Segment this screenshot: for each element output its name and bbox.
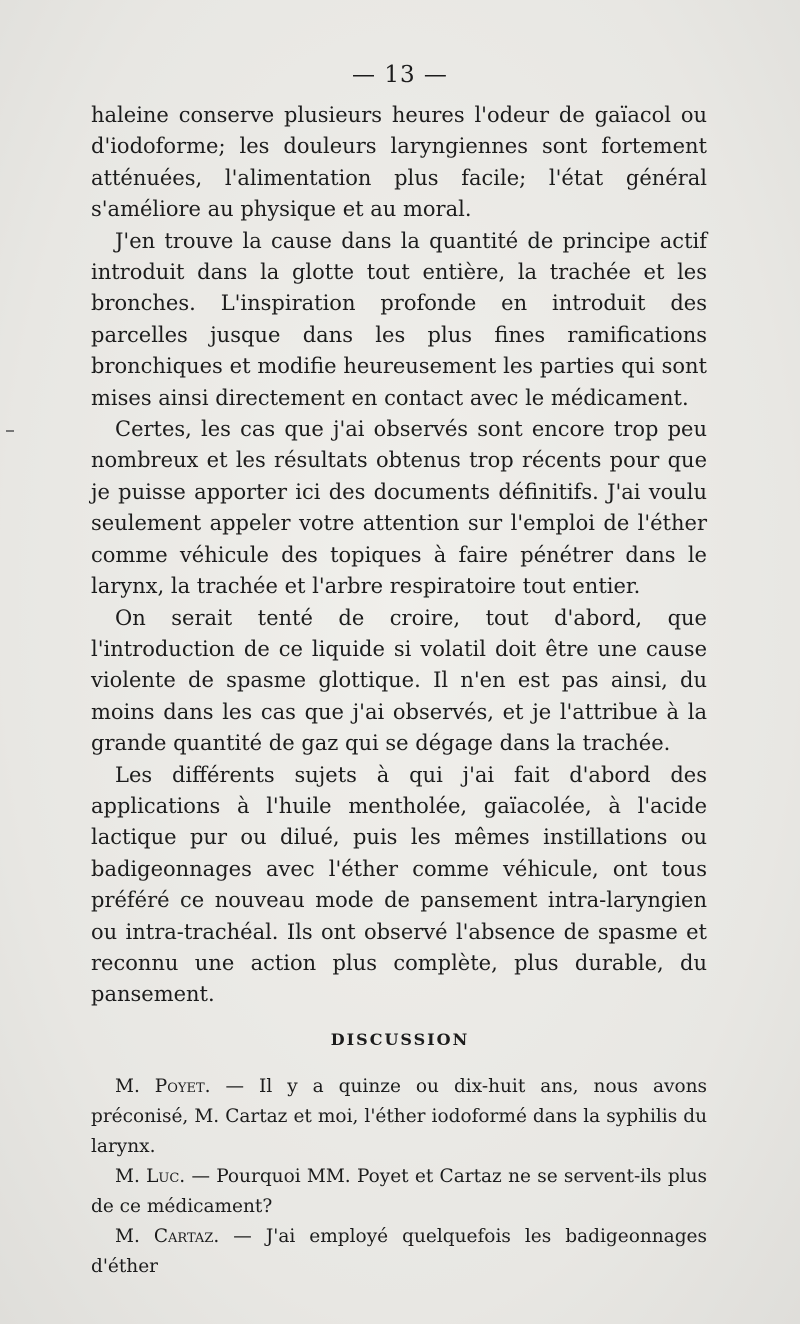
paragraph: Les différents sujets à qui j'ai fait d'abord des applications à l'huile mentholée, gaïacolée, à l'acide lactique pur ou dilué, puis les mêmes instillations ou badigeonnages avec l'éther comme véhicule, ont tous préféré ce nouveau mode de pansement intra-laryngien ou intra-trachéal. Ils ont observé l'absence de spasme et reconnu une action plus complète, plus durable, du pansement.: [91, 762, 707, 1007]
page-number: — 13 —: [352, 62, 448, 88]
paragraph: Certes, les cas que j'ai observés sont encore trop peu nombreux et les résultats obtenus trop récents pour que je puisse apporter ici des documents définitifs. J'ai voulu seulement appeler votre attention sur l'emploi de l'éther comme véhicule des topiques à faire pénétrer dans le larynx, la trachée et l'arbre respiratoire tout entier.: [91, 417, 707, 599]
paragraph: J'en trouve la cause dans la quantité de principe actif introduit dans la glotte tout entière, la trachée et les bronches. L'inspiration profonde en introduit des parcelles jusque dans les plus fines ramifications bronchiques et modifie heureusement les parties qui sont mises ainsi directement en contact avec le médicament.: [91, 228, 707, 410]
speaker-text: — Pourquoi MM. Poyet et Cartaz ne se servent-ils plus de ce médicament?: [91, 1166, 707, 1217]
discussion-heading: DISCUSSION: [330, 1030, 470, 1049]
paragraph: haleine conserve plusieurs heures l'odeur de gaïacol ou d'iodoforme; les douleurs laryngiennes sont fortement atténuées, l'alimentation plus facile; l'état général s'améliore au physique et au moral.: [91, 103, 707, 222]
speaker-text: — Il y a quinze ou dix-huit ans, nous avons préconisé, M. Cartaz et moi, l'éther iodoformé dans la syphilis du larynx.: [91, 1076, 707, 1157]
discussion-entry: [91, 1072, 707, 1162]
speaker-text: — J'ai employé quelquefois les badigeonnages d'éther: [91, 1226, 707, 1277]
body-text: [91, 100, 707, 1011]
speaker-name: M. Poyet.: [115, 1076, 211, 1097]
speaker-name: M. Cartaz.: [115, 1226, 220, 1247]
margin-mark: [6, 430, 14, 432]
paragraph: On serait tenté de croire, tout d'abord, que l'introduction de ce liquide si volatil doit être une cause violente de spasme glottique. Il n'en est pas ainsi, du moins dans les cas que j'ai observés, et je l'attribue à la grande quantité de gaz qui se dégage dans la trachée.: [91, 605, 707, 756]
discussion-entry: [91, 1162, 707, 1222]
discussion-entry: [91, 1222, 707, 1282]
speaker-name: M. Luc.: [115, 1166, 186, 1187]
discussion-section: [91, 1072, 707, 1282]
